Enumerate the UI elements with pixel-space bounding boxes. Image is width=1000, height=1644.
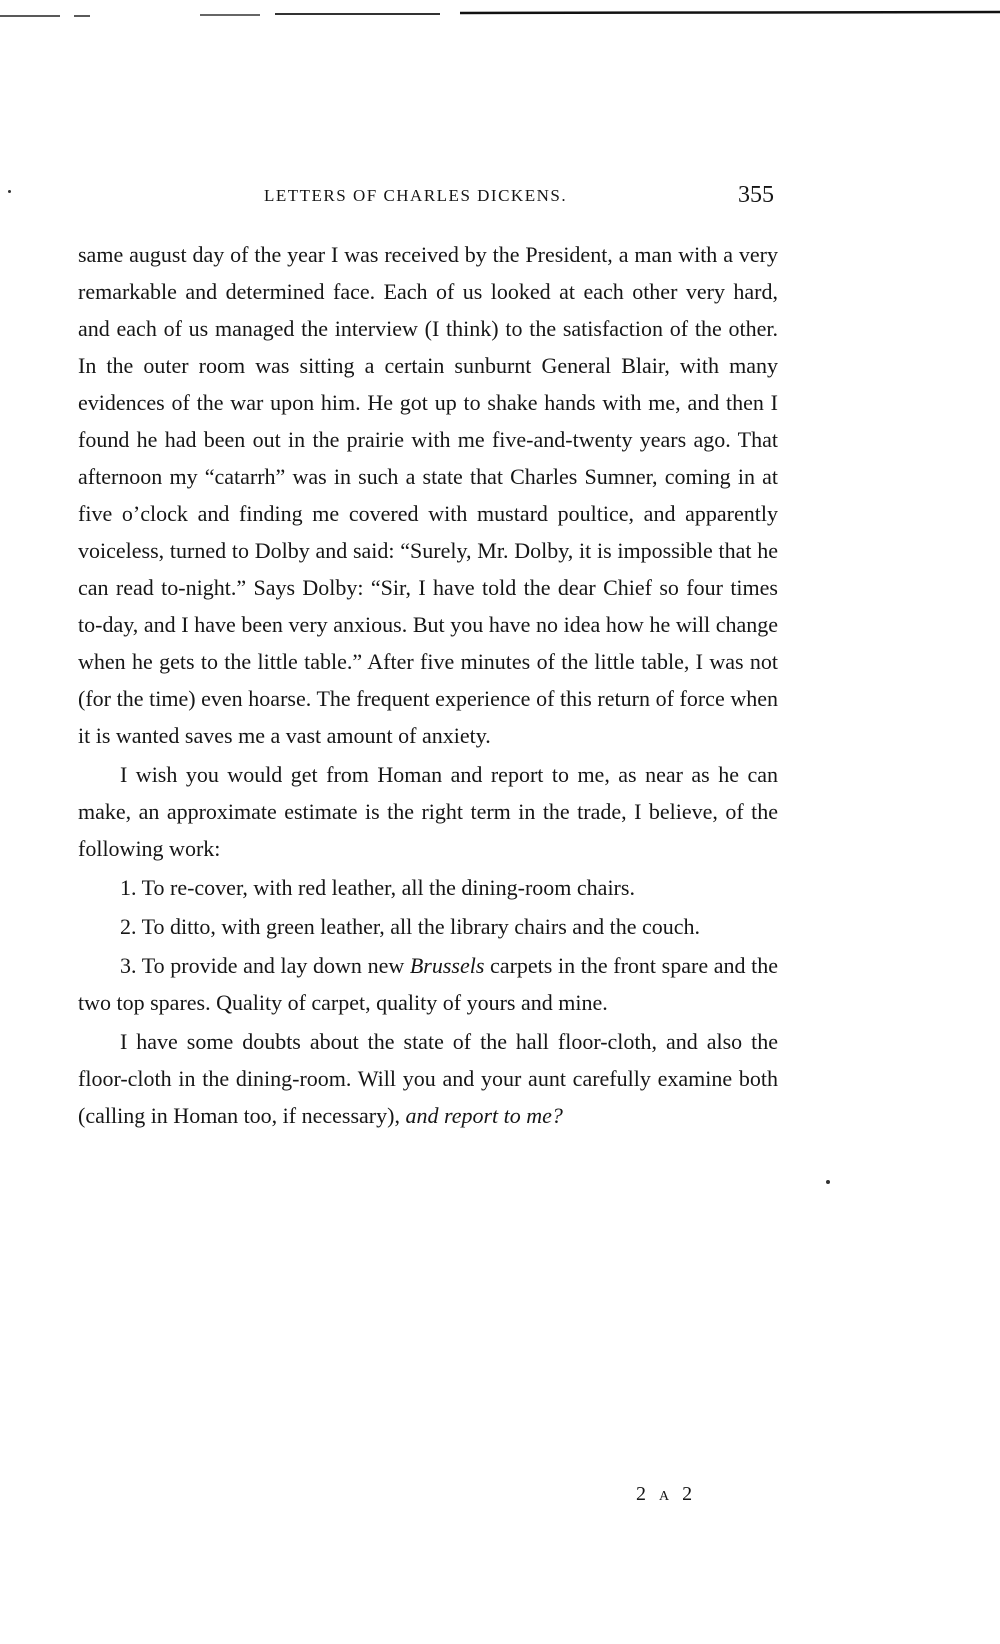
- body-text: [78, 236, 778, 1134]
- list-item-library-chairs: 2. To ditto, with green leather, all the library chairs and the couch.: [120, 914, 700, 939]
- paragraph-homan-estimate: I wish you would get from Homan and report to me, as near as he can make, an approximate estimate is the right term in the trade, I believe, of the following work:: [78, 762, 778, 861]
- signature-part: 2: [636, 1483, 650, 1505]
- margin-speck: [8, 190, 11, 193]
- margin-speck: [826, 1180, 830, 1184]
- report-italic: and report to me?: [405, 1103, 563, 1128]
- printer-signature: [636, 1483, 696, 1506]
- carpets-text-end: carpets in the front spare and the two top spares. Quality of carpet, quality of yours and mine.: [78, 953, 778, 1015]
- signature-part: 2: [682, 1483, 697, 1505]
- paragraph-letter-continuation: same august day of the year I was received by the President, a man with a very remarkable and determined face. Each of us looked at each other very hard, and each of us managed the interview (I think) to the satisfaction of the other. In the outer room was sitting a certain sunburnt General Blair, with many evidences of the war upon him. He got up to shake hands with me, and then I found he had been out in the prairie with me five-and-twenty years ago. That afternoon my “catarrh” was in such a state that Charles Sumner, coming in at five o’clock and finding me covered with mustard poultice, and apparently voiceless, turned to Dolby and said: “Surely, Mr. Dolby, it is impossible that he can read to-night.” Says Dolby: “Sir, I have told the dear Chief so four times to-day, and I have been very anxious. But you have no idea how he will change when he gets to the little table.” After five minutes of the little table, I was not (for the time) even hoarse. The frequent experience of this return of force when it is wanted saves me a vast amount of anxiety.: [78, 242, 778, 748]
- page-header: [80, 182, 780, 222]
- page-number: 355: [738, 182, 774, 208]
- top-edge-rule: [0, 10, 1000, 20]
- running-title: LETTERS OF CHARLES DICKENS.: [264, 186, 568, 205]
- list-item-dining-chairs: 1. To re-cover, with red leather, all the dining-room chairs.: [120, 875, 635, 900]
- list-item-carpets: [78, 947, 778, 1021]
- signature-part: A: [659, 1489, 674, 1504]
- brussels-italic: Brussels: [409, 953, 485, 978]
- floor-cloth-text: I have some doubts about the state of the hall floor-cloth, and also the floor-cloth in the dining-room. Will you and your aunt carefully examine both (calling in Homan too, if necessary),: [78, 1029, 778, 1128]
- paragraph-floor-cloth: [78, 1023, 778, 1134]
- carpets-text-start: 3. To provide and lay down new: [120, 953, 410, 978]
